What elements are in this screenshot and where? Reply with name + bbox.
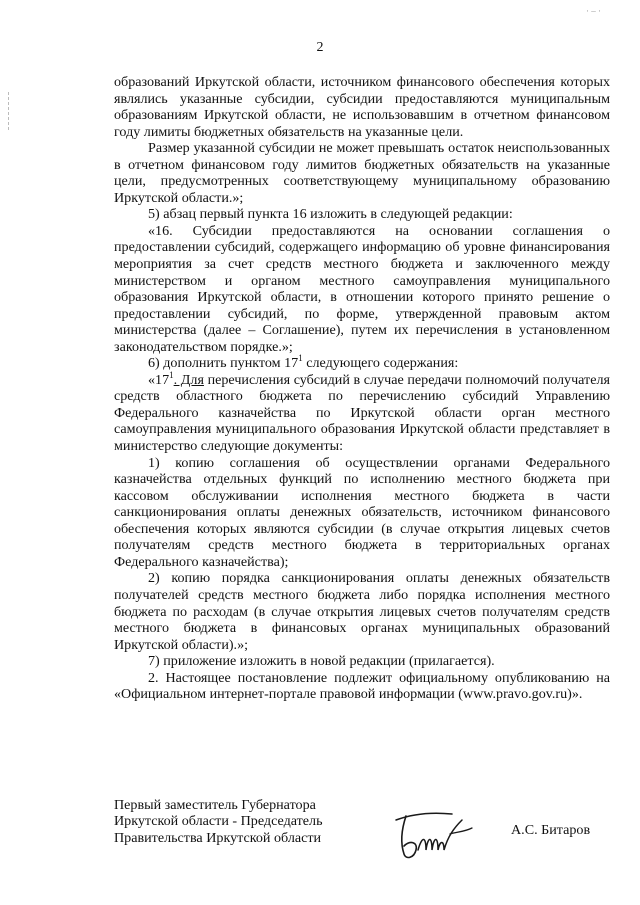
- paragraph-publication: 2. Настоящее постановление подлежит официальному опубликованию на «Официальном интернет-портале правовой информации (www.pravo.gov.ru)».: [114, 669, 610, 703]
- paragraph-item-6: [114, 355, 610, 372]
- item-6-text-b: следующего содержания:: [302, 355, 459, 372]
- document-body: [114, 74, 610, 703]
- signatory-line-1: Первый заместитель Губернатора: [114, 797, 316, 813]
- paragraph-subsidy-size: Размер указанной субсидии не может превышать остаток неиспользованных в отчетном финансовом году лимитов бюджетных обязательств на указанные цели, предусмотренных соответствующему муниципальному образованию Иркутской области.»;: [114, 140, 610, 206]
- point-17-1-underlined: . Для: [173, 371, 204, 388]
- point-17-1-text: перечисления субсидий в случае передачи полномочий получателя средств областного бюджета по перечислению субсидий Управлению Федерального казначейства по Иркутской области орган местного самоуправления муниципального образования Иркутской области представляет в министерство следующие документы:: [114, 371, 610, 455]
- page-number: 2: [316, 40, 324, 55]
- paragraph-document-1: 1) копию соглашения об осуществлении органами Федерального казначейства отдельных функций по исполнению местного бюджета при кассовом обслуживании исполнения местного бюджета в части санкционирования оплаты денежных обязательств, источником финансового обеспечения которых являются субсидии (в случае открытия лицевых счетов получателям средств местного бюджета в территориальных органах Федерального казначейства);: [114, 454, 610, 570]
- paragraph-document-2: 2) копию порядка санкционирования оплаты денежных обязательств получателей средств местного бюджета либо порядка исполнения местного бюджета по расходам (в случае открытия лицевых счетов получателям средств местного бюджета в финансовых органах муниципальных образований Иркутской области).»;: [114, 570, 610, 653]
- signatory-line-3: Правительства Иркутской области: [114, 829, 322, 846]
- point-17-1-superscript: 1: [169, 369, 174, 380]
- handwritten-signature: [392, 806, 476, 864]
- signatory-line-2: Иркутской области - Председатель: [114, 813, 323, 830]
- paragraph-point-17-1: [114, 369, 610, 455]
- item-6-text-a: 6) дополнить пунктом 17: [148, 355, 299, 372]
- point-17-1-number: «17: [148, 371, 170, 388]
- signatory-title: [114, 797, 323, 846]
- paragraph-continuation: образований Иркутской области, источником финансового обеспечения которых являлись указанные субсидии, субсидии предоставляются муниципальным образованиям Иркутской области, не использовавшим в отчетном финансовом году лимиты бюджетных обязательств на указанные цели.: [114, 74, 610, 140]
- signatory-name: А.С. Битаров: [511, 822, 591, 838]
- paragraph-item-5: 5) абзац первый пункта 16 изложить в следующей редакции:: [148, 206, 513, 223]
- margin-scan-mark: [7, 92, 10, 132]
- corner-mark: · – ·: [586, 6, 601, 16]
- item-6-superscript: 1: [298, 353, 303, 364]
- paragraph-item-7: 7) приложение изложить в новой редакции (прилагается).: [148, 653, 495, 670]
- paragraph-point-16: «16. Субсидии предоставляются на основании соглашения о предоставлении субсидий, содержащего информацию об уровне финансирования мероприятия за счет средств местного бюджета и заключенного между министерством и органом местного самоуправления муниципального образования Иркутской области, в отношении которого принято решение о предоставлении субсидий, по форме, утвержденной правовым актом министерства (далее – Соглашение), путем их перечисления в установленном законодательством порядке.»;: [114, 222, 610, 355]
